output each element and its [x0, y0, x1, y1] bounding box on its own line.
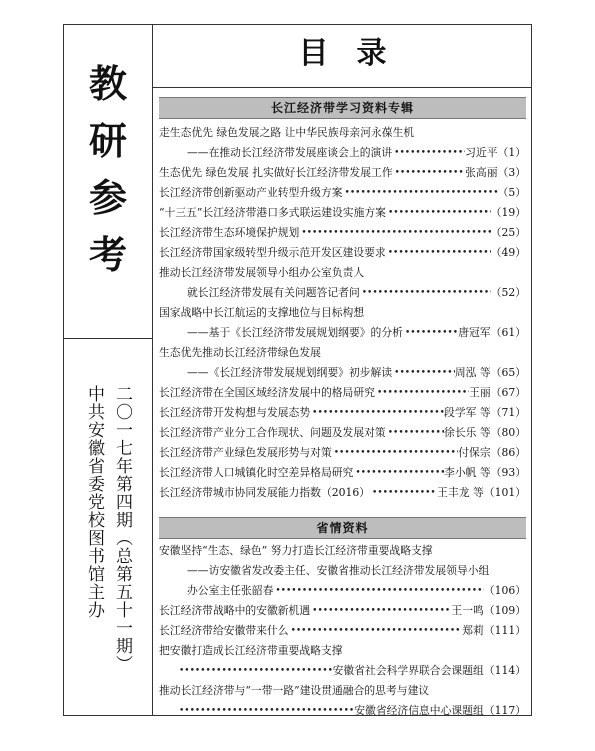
entry-page: （86） — [490, 446, 526, 459]
entry-title: 生态优先推动长江经济带绿色发展 — [159, 346, 321, 359]
entry-title: 长江经济带城市协同发展能力指数（2016） — [159, 486, 371, 499]
entry-title: 长江经济带生态环境保护规划 — [159, 226, 300, 239]
toc-title: 目录 — [153, 24, 532, 88]
entry-page: （19） — [490, 206, 526, 219]
leader-dots — [360, 283, 491, 303]
entry-title: 推动长江经济带发展领导小组办公室负责人 — [159, 266, 365, 279]
entry-page: （71） — [490, 406, 526, 419]
leader-dots — [403, 323, 458, 343]
toc-entry[interactable] — [159, 601, 526, 621]
entry-author: 安徽省经济信息中心课题组 — [354, 704, 484, 717]
entry-title: 长江经济带创新驱动产业转型升级方案 — [159, 186, 343, 199]
journal-title-char: 考 — [88, 232, 127, 277]
entry-title: 长江经济带产业绿色发展形势与对策 — [159, 446, 332, 459]
entry-author: 李小帆 等 — [444, 466, 491, 479]
entry-page: （109） — [483, 604, 526, 617]
toc-entry[interactable] — [159, 143, 526, 163]
entry-title: 推动长江经济带与“一带一路”建设贯通融合的思考与建议 — [159, 684, 430, 697]
leader-dots — [273, 581, 483, 601]
toc-entry[interactable] — [159, 661, 526, 681]
leader-dots — [386, 203, 491, 223]
toc-entry[interactable] — [159, 541, 526, 561]
entry-title: 长江经济带给安徽带来什么 — [159, 624, 289, 637]
entry-page: （3） — [497, 166, 526, 179]
entry-ref — [458, 443, 526, 463]
leader-dots — [375, 383, 469, 403]
leader-dots — [332, 443, 459, 463]
section-header: 省情资料 — [159, 517, 526, 539]
entry-title: ——《长江经济带发展规划纲要》初步解读 — [187, 366, 393, 379]
entry-ref — [354, 701, 526, 721]
entry-title: ——基于《长江经济带发展规划纲要》的分析 — [187, 326, 403, 339]
entry-author: 郑莉 — [462, 624, 484, 637]
journal-title-char: 参 — [88, 175, 127, 220]
publisher: 中共安徽省委党校图书馆主办 — [84, 385, 104, 619]
cover-divider — [63, 338, 153, 339]
toc-entry[interactable] — [159, 263, 526, 283]
entry-title: 生态优先 绿色发展 扎实做好长江经济带发展工作 — [159, 166, 393, 179]
leader-dots — [177, 661, 333, 681]
leader-dots — [289, 621, 463, 641]
entry-page: （67） — [490, 386, 526, 399]
entry-ref — [498, 183, 526, 203]
entry-ref — [484, 581, 526, 601]
leader-dots — [386, 243, 491, 263]
toc-entry[interactable] — [159, 621, 526, 641]
entry-author: 习近平 — [465, 146, 498, 159]
leader-dots — [392, 143, 465, 163]
leader-dots — [353, 463, 444, 483]
entry-title: 长江经济带国家级转型升级示范开发区建设要求 — [159, 246, 386, 259]
entry-author: 唐冠军 — [458, 326, 491, 339]
toc-entry[interactable] — [159, 343, 526, 363]
toc-entry[interactable] — [159, 363, 526, 383]
entry-ref — [465, 163, 526, 183]
entry-title: 就长江经济带发展有关问题答记者问 — [187, 286, 360, 299]
toc-entry[interactable] — [159, 463, 526, 483]
entry-ref — [444, 403, 526, 423]
journal-title-char: 教 — [88, 61, 127, 106]
entry-title: “十三五”长江经济带港口多式联运建设实施方案 — [159, 206, 386, 219]
leader-dots — [299, 223, 490, 243]
entry-title: 长江经济带产业分工合作现状、问题及发展对策 — [159, 426, 386, 439]
entry-title: 办公室主任张韶春 — [187, 584, 274, 597]
toc-entry[interactable] — [159, 701, 526, 721]
entry-ref — [469, 383, 526, 403]
toc-entry[interactable] — [159, 403, 526, 423]
entry-title: 国家战略中长江航运的支撑地位与目标构想 — [159, 306, 365, 319]
entry-ref — [455, 363, 526, 383]
toc-entry[interactable] — [159, 223, 526, 243]
entry-title: 长江经济带战略中的安徽新机遇 — [159, 604, 311, 617]
entry-ref — [451, 601, 526, 621]
entry-page: （5） — [497, 186, 526, 199]
toc-section-1 — [159, 541, 526, 721]
entry-page: （65） — [490, 366, 526, 379]
toc-entry[interactable] — [159, 183, 526, 203]
entry-title: 走生态优先 绿色发展之路 让中华民族母亲河永葆生机 — [159, 126, 415, 139]
entry-author: 安徽省社会科学界联合会课题组 — [332, 664, 484, 677]
leader-dots — [310, 601, 451, 621]
toc-entry[interactable] — [159, 323, 526, 343]
entry-page: （52） — [490, 286, 526, 299]
entry-page: （111） — [483, 624, 526, 637]
entry-author: 付保宗 — [458, 446, 491, 459]
entry-title: 安徽坚持“生态、绿色” 努力打造长江经济带重要战略支撑 — [159, 544, 433, 557]
toc-entry[interactable] — [159, 303, 526, 323]
toc-entry[interactable] — [159, 383, 526, 403]
toc-entry[interactable] — [159, 483, 526, 503]
entry-page: （49） — [490, 246, 526, 259]
entry-author: 段学军 等 — [444, 406, 491, 419]
entry-page: （25） — [490, 226, 526, 239]
section-header: 长江经济带学习资料专辑 — [159, 97, 526, 119]
leader-dots — [386, 423, 444, 443]
toc-entry[interactable] — [159, 641, 526, 661]
issue-info: 二〇一七年第四期（总第五十一期） — [112, 385, 132, 673]
entry-ref — [491, 243, 526, 263]
leader-dots — [393, 163, 466, 183]
toc-entry[interactable] — [159, 123, 526, 143]
entry-page: （117） — [483, 704, 526, 717]
entry-title: 把安徽打造成长江经济带重要战略支撑 — [159, 644, 343, 657]
leader-dots — [343, 183, 498, 203]
entry-ref — [491, 283, 526, 303]
toc-entry[interactable] — [159, 423, 526, 443]
leader-dots — [310, 403, 444, 423]
toc-entry[interactable] — [159, 163, 526, 183]
journal-title-char: 研 — [88, 118, 127, 163]
toc-entry[interactable] — [159, 243, 526, 263]
entry-page: （1） — [497, 146, 526, 159]
entry-ref — [437, 483, 526, 503]
entry-title: ——访安徽省发改委主任、安徽省推动长江经济带发展领导小组 — [187, 564, 490, 577]
entry-ref — [444, 463, 526, 483]
entry-ref — [444, 423, 526, 443]
entry-title: 长江经济带人口城镇化时空差异格局研究 — [159, 466, 354, 479]
entry-ref — [465, 143, 526, 163]
entry-author: 周泓 等 — [454, 366, 491, 379]
entry-page: （114） — [483, 664, 526, 677]
entry-page: （61） — [490, 326, 526, 339]
entry-ref — [333, 661, 526, 681]
entry-author: 王丽 — [469, 386, 491, 399]
leader-dots — [370, 483, 437, 503]
leader-dots — [392, 363, 455, 383]
entry-page: （93） — [490, 466, 526, 479]
journal-title — [63, 55, 153, 283]
entry-page: （106） — [483, 584, 526, 597]
toc-entry[interactable] — [159, 443, 526, 463]
toc-entry[interactable] — [159, 681, 526, 701]
entry-ref — [458, 323, 526, 343]
toc-entry[interactable] — [159, 561, 526, 581]
leader-dots — [177, 701, 354, 721]
entry-page: （101） — [483, 486, 526, 499]
toc-entry[interactable] — [159, 581, 526, 601]
entry-author: 徐长乐 等 — [444, 426, 491, 439]
entry-ref — [491, 203, 526, 223]
toc-section-0 — [159, 123, 526, 503]
entry-author: 王丰龙 等 — [437, 486, 484, 499]
entry-title: 长江经济带开发构想与发展态势 — [159, 406, 311, 419]
entry-author: 张高丽 — [465, 166, 498, 179]
entry-ref — [491, 223, 526, 243]
entry-author: 王一鸣 — [451, 604, 484, 617]
toc-entry[interactable] — [159, 203, 526, 223]
entry-page: （80） — [490, 426, 526, 439]
entry-title: ——在推动长江经济带发展座谈会上的演讲 — [187, 146, 393, 159]
toc-entry[interactable] — [159, 283, 526, 303]
entry-ref — [462, 621, 526, 641]
entry-title: 长江经济带在全国区域经济发展中的格局研究 — [159, 386, 375, 399]
